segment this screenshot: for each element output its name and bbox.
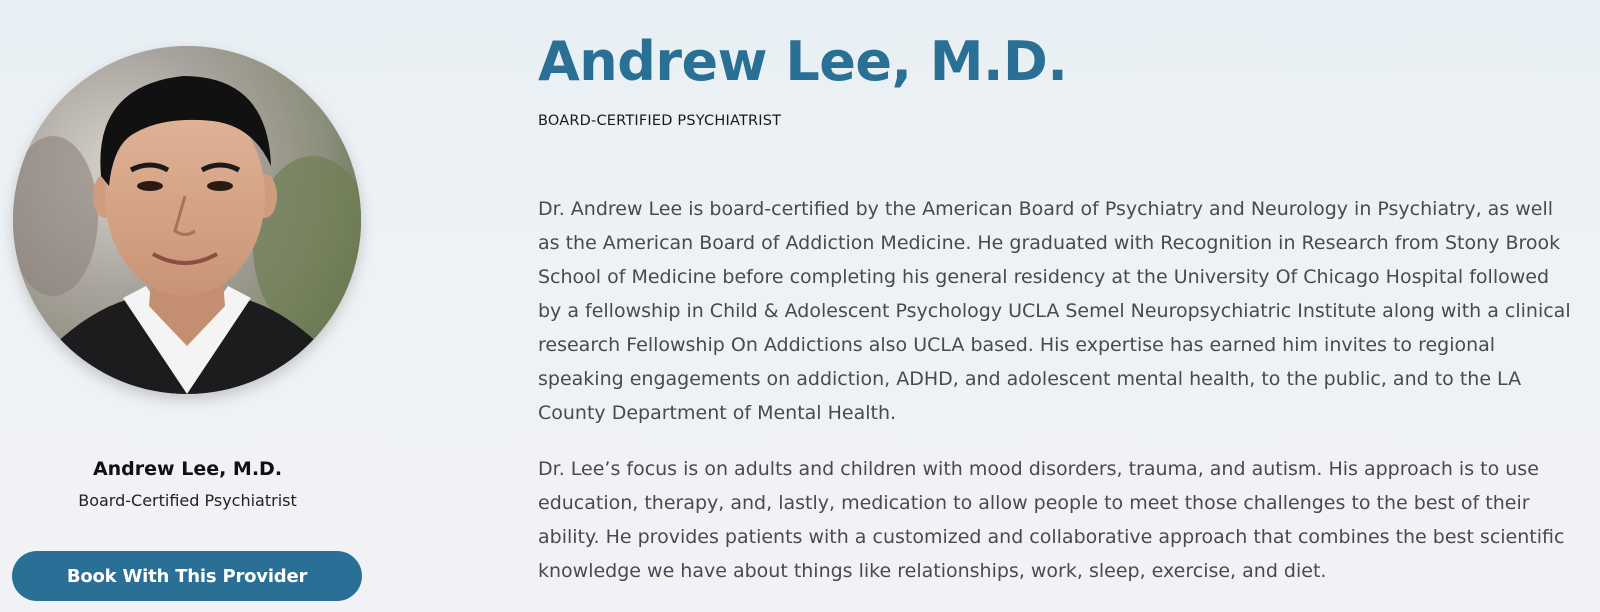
provider-card-name: Andrew Lee, M.D. xyxy=(92,458,283,480)
provider-credential: BOARD-CERTIFIED PSYCHIATRIST xyxy=(538,113,782,129)
provider-card-title: Board-Certified Psychiatrist xyxy=(78,491,297,510)
bio-paragraph: Dr. Andrew Lee is board-certified by the American Board of Psychiatry and Neurology in Psychiatry, as well as the American Board of Addiction Medicine. He graduated with Recognition in Research from Stony Brook School of Medicine before completing his general residency at the University Of Chicago Hospital followed by a fellowship in Child & Adolescent Psychology UCLA Semel Neuropsychiatric Institute along with a clinical research Fellowship On Addictions also UCLA based. His expertise has earned him invites to regional speaking engagements on addiction, ADHD, and adolescent mental health, to the public, and to the LA County Department of Mental Health. xyxy=(538,198,1571,424)
bio-paragraph: Dr. Lee’s focus is on adults and children with mood disorders, trauma, and autism. His approach is to use education, therapy, and, lastly, medication to allow people to meet those challenges to the best of their ability. He provides patients with a customized and collaborative approach that combines the best scientific knowledge we have about things like relationships, work, sleep, exercise, and diet. xyxy=(538,458,1565,582)
provider-card xyxy=(0,0,375,612)
provider-photo xyxy=(13,46,361,394)
page-title: Andrew Lee, M.D. xyxy=(538,30,1068,93)
book-with-provider-button[interactable]: Book With This Provider xyxy=(12,551,362,601)
provider-details xyxy=(538,0,1578,612)
